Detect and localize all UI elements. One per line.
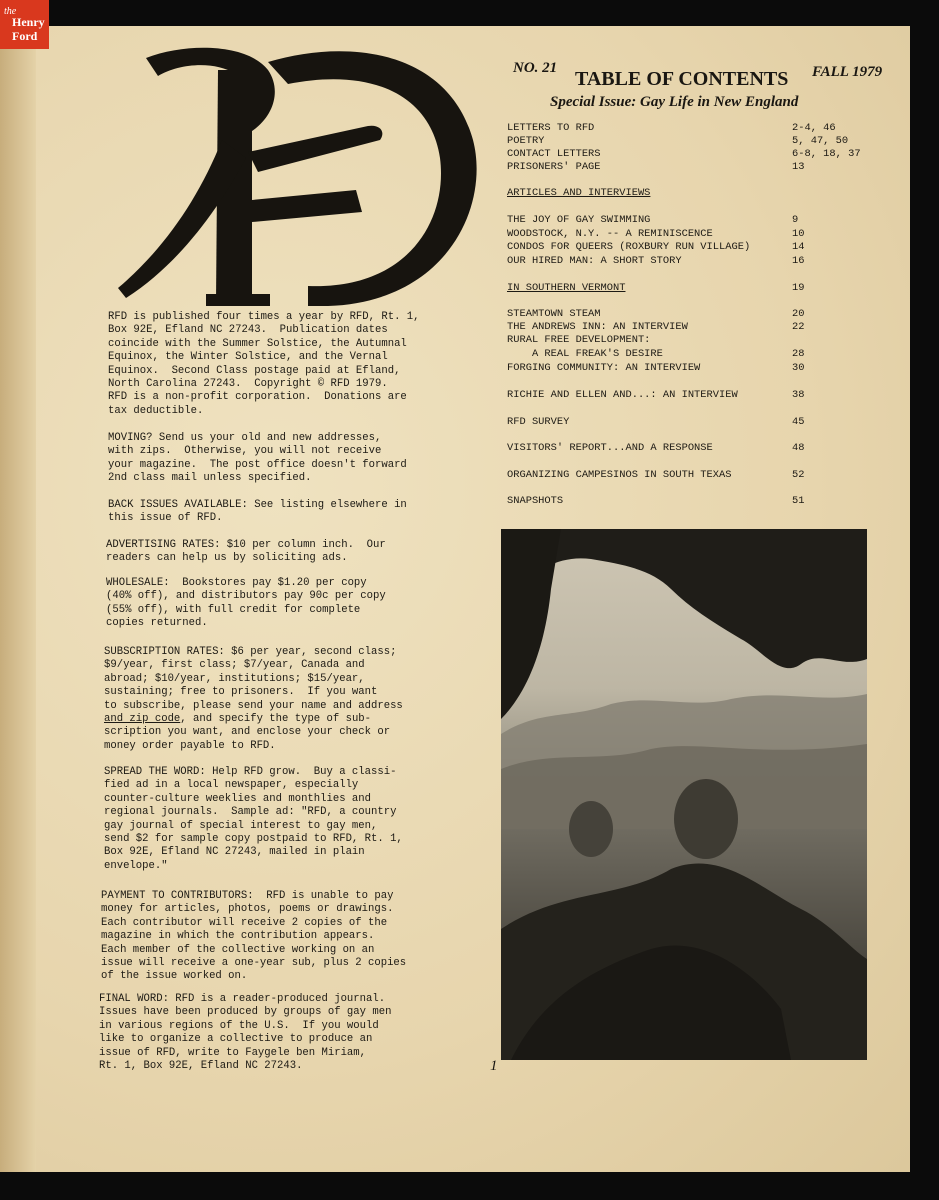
advertising-rates: ADVERTISING RATES: $10 per column inch. Our readers can help us by soliciting ads.	[106, 539, 386, 565]
toc-entry: VISITORS' REPORT...AND A RESPONSE 48	[507, 442, 805, 454]
section-heading-vermont: IN SOUTHERN VERMONT 19	[507, 282, 805, 294]
page-spine	[0, 26, 36, 1172]
toc-entry: THE ANDREWS INN: AN INTERVIEW 22	[507, 321, 805, 333]
toc-entry: STEAMTOWN STEAM 20	[507, 308, 805, 320]
toc-entry: PRISONERS' PAGE 13	[507, 161, 805, 173]
toc-entry: RFD SURVEY 45	[507, 416, 805, 428]
issue-number: NO. 21	[513, 60, 558, 76]
toc-entry: ORGANIZING CAMPESINOS IN SOUTH TEXAS 52	[507, 469, 805, 481]
section-heading-articles: ARTICLES AND INTERVIEWS	[507, 187, 651, 199]
toc-entry: WOODSTOCK, N.Y. -- A REMINISCENCE 10	[507, 228, 805, 240]
issue-season: FALL 1979	[812, 64, 883, 80]
rfd-logo	[118, 40, 488, 310]
wholesale-info: WHOLESALE: Bookstores pay $1.20 per copy (40% off), and distributors pay 90c per copy (55% off), with full credit for complete copies returned.	[106, 577, 386, 630]
moving-notice: MOVING? Send us your old and new addresses, with zips. Otherwise, you will not receive your magazine. The post office doesn't forward 2nd class mail unless specified.	[108, 432, 407, 485]
final-word: FINAL WORD: RFD is a reader-produced journal. Issues have been produced by groups of gay men in various regions of the U.S. If you would like to organize a collective to produce an issue of RFD, write to Faygele ben Miriam, Rt. 1, Box 92E, Efland NC 27243.	[99, 993, 392, 1073]
toc-entry: SNAPSHOTS 51	[507, 495, 805, 507]
subscription-rates: SUBSCRIPTION RATES: $6 per year, second class; $9/year, first class; $7/year, Canada and abroad; $10/year, institutions; $15/year, sustaining; free to prisoners. If you want to subscribe, please send your name and address and zip code, and specify the type of sub- scription you want, and enclose your check or money order payable to RFD.	[104, 646, 403, 752]
landscape-photo	[501, 529, 867, 1060]
publication-info: RFD is published four times a year by RFD, Rt. 1, Box 92E, Efland NC 27243. Publication dates coincide with the Summer Solstice, the Autumnal Equinox, the Winter Solstice, and the Vernal Equinox. Second Class postage paid at Efland, North Carolina 27243. Copyright © RFD 1979. RFD is a non-profit corporation. Donations are tax deductible.	[108, 311, 420, 417]
page-number: 1	[490, 1058, 498, 1074]
toc-entry: RURAL FREE DEVELOPMENT:	[507, 334, 651, 346]
special-issue-subtitle: Special Issue: Gay Life in New England	[550, 94, 799, 110]
toc-entry: CONDOS FOR QUEERS (ROXBURY RUN VILLAGE) 14	[507, 241, 805, 253]
toc-entry: FORGING COMMUNITY: AN INTERVIEW 30	[507, 362, 805, 374]
spread-the-word: SPREAD THE WORD: Help RFD grow. Buy a classi- fied ad in a local newspaper, especially counter-culture weeklies and monthlies and regional journals. Sample ad: "RFD, a country gay journal of special interest to gay men, send $2 for sample copy postpaid to RFD, Rt. 1, Box 92E, Efland NC 27243, mailed in plain envelope."	[104, 766, 403, 872]
back-issues-notice: BACK ISSUES AVAILABLE: See listing elsewhere in this issue of RFD.	[108, 499, 407, 525]
toc-entry: A REAL FREAK'S DESIRE 28	[507, 348, 805, 360]
toc-entry: CONTACT LETTERS 6-8, 18, 37	[507, 148, 861, 160]
toc-title: TABLE OF CONTENTS	[575, 68, 789, 90]
toc-entry: RICHIE AND ELLEN AND...: AN INTERVIEW 38	[507, 389, 805, 401]
toc-entry: POETRY 5, 47, 50	[507, 135, 849, 147]
toc-entry: THE JOY OF GAY SWIMMING 9	[507, 214, 799, 226]
toc-entry: OUR HIRED MAN: A SHORT STORY 16	[507, 255, 805, 267]
toc-entry: LETTERS TO RFD 2-4, 46	[507, 122, 836, 134]
payment-to-contributors: PAYMENT TO CONTRIBUTORS: RFD is unable to pay money for articles, photos, poems or drawings. Each contributor will receive 2 copies of the magazine in which the contribution appears. Each member of the collective working on an issue will receive a one-year sub, plus 2 copies of the issue worked on.	[101, 890, 407, 983]
henry-ford-logo: the Henry Ford	[0, 0, 49, 49]
